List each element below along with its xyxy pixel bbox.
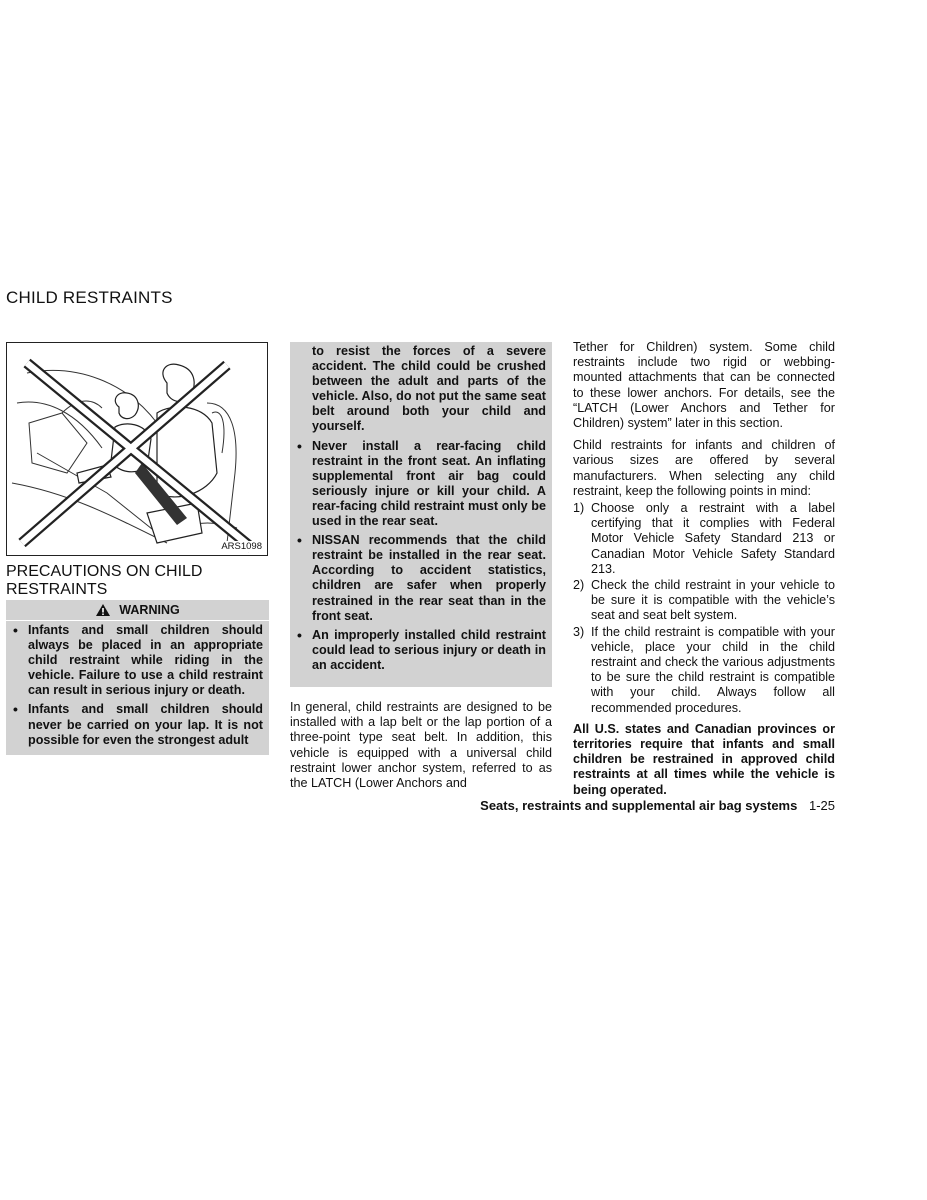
item-number: 2) xyxy=(573,578,585,593)
warning-box xyxy=(6,600,269,755)
subsection-title: PRECAUTIONS ON CHILD RESTRAINTS xyxy=(6,563,203,598)
body-paragraph: Child restraints for infants and children of various sizes are offered by several manufacturers. When selecting any child restraint, keep the following points in mind: xyxy=(573,438,835,498)
item-number: 1) xyxy=(573,501,585,516)
figure-code: ARS1098 xyxy=(221,541,262,552)
section-title: CHILD RESTRAINTS xyxy=(6,288,173,307)
warning-continuation: to resist the forces of a severe accident. The child could be crushed between the adult and parts of the vehicle. Also, do not put the same seat belt around both your child and yourself. xyxy=(312,344,546,434)
column-three xyxy=(573,340,835,805)
page-number: 1-25 xyxy=(808,798,835,813)
bold-paragraph: All U.S. states and Canadian provinces or territories require that infants and small children be restrained in approved child restraints at all times while the vehicle is being operated. xyxy=(573,721,835,797)
body-paragraph: In general, child restraints are designed to be installed with a lap belt or the lap portion of a three-point type seat belt. In addition, this vehicle is equipped with a universal child restraint lower anchor system, referred to as the LATCH (Lower Anchors and xyxy=(290,700,552,791)
footer-section-title: Seats, restraints and supplemental air bag systems xyxy=(480,798,798,813)
warning-bullet: • An improperly installed child restraint could lead to serious injury or death in an accident. xyxy=(296,628,546,673)
warning-bullet: • Never install a rear-facing child restraint in the front seat. An inflating supplemental front air bag could seriously injure or kill your child. A rear-facing child restraint must only be used in the rear seat. xyxy=(296,439,546,530)
item-text: Check the child restraint in your vehicle to be sure it is compatible with the vehicle’s seat and seat belt system. xyxy=(591,578,835,623)
item-number: 3) xyxy=(573,624,585,639)
warning-bullet: • Infants and small children should never be carried on your lap. It is not possible for even the strongest adult xyxy=(12,702,263,747)
warning-bullet: • NISSAN recommends that the child restraint be installed in the rear seat. According to accident statistics, children are safer when properly restrained in the rear seat than in the front seat. xyxy=(296,533,546,624)
item-text: Choose only a restraint with a label certifying that it complies with Federal Motor Vehicle Safety Standard 213 or Canadian Motor Vehicle Safety Standard 213. xyxy=(591,501,835,576)
numbered-item xyxy=(573,625,835,716)
body-paragraph: Tether for Children) system. Some child restraints include two rigid or webbing-mounted attachments that can be connected to these lower anchors. For details, see the “LATCH (Lower Anchors and Tether for Children) system” later in this section. xyxy=(573,340,835,431)
warning-header xyxy=(6,600,269,621)
page-footer xyxy=(430,798,835,813)
warning-label: WARNING xyxy=(119,603,180,617)
illustration-figure xyxy=(6,342,268,556)
numbered-item xyxy=(573,578,835,624)
numbered-item xyxy=(573,501,835,577)
warning-box-continued xyxy=(290,342,552,687)
item-text: If the child restraint is compatible with your vehicle, place your child in the child restraint and check the various adjustments to be sure the child restraint is compatible with your child. Always follow all recommended procedures. xyxy=(591,624,835,715)
warning-triangle-icon xyxy=(95,603,111,617)
child-on-lap-crossed-out-illustration xyxy=(7,343,268,556)
warning-bullet: • Infants and small children should always be placed in an appropriate child restraint while riding in the vehicle. Failure to use a child restraint can result in serious injury or death. xyxy=(12,623,263,698)
